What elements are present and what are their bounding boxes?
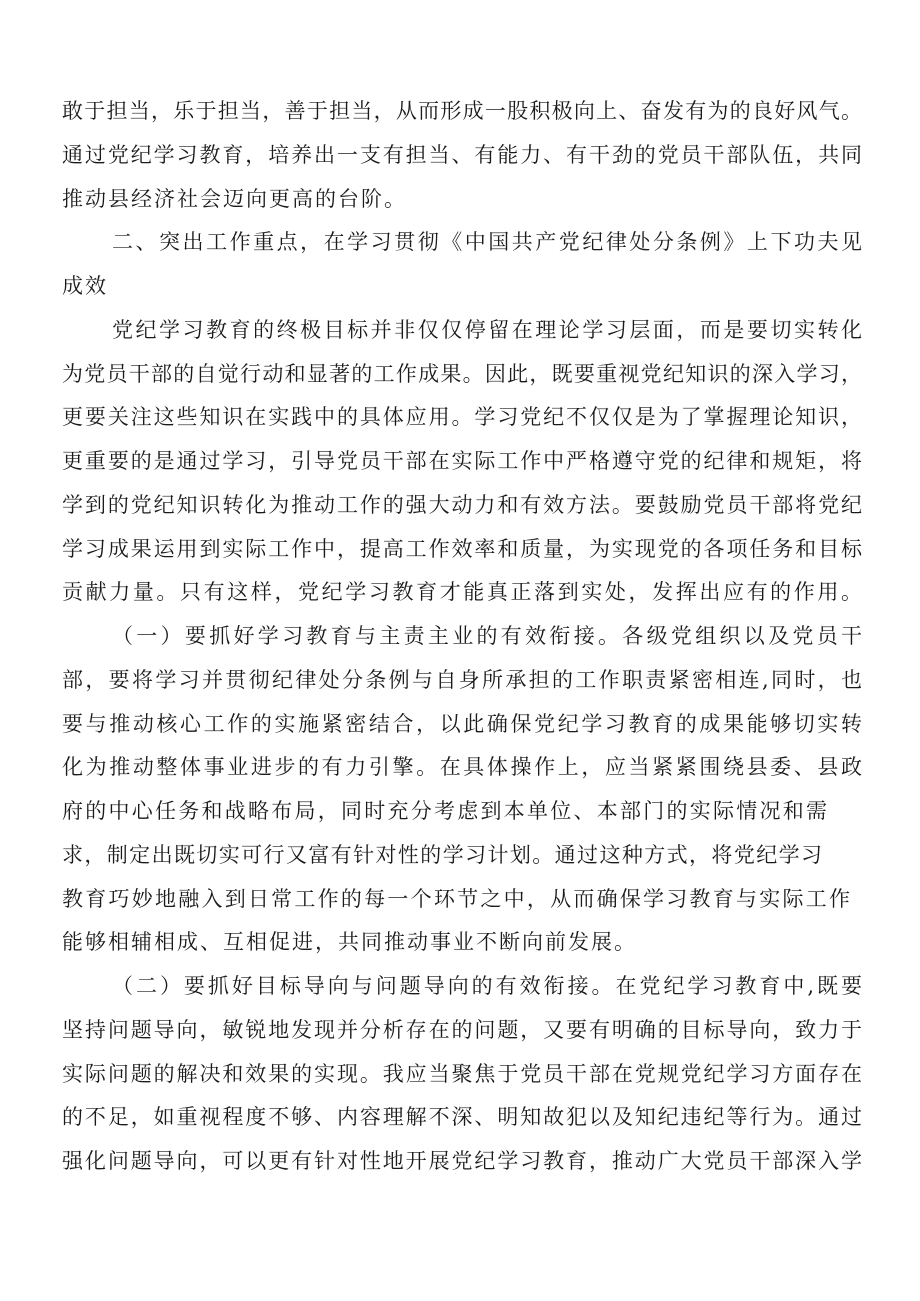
paragraph bbox=[62, 965, 862, 1184]
text-line: 学到的党纪知识转化为推动工作的强大动力和有效方法。要鼓励党员干部将党纪 bbox=[62, 492, 862, 517]
text-line: 更重要的是通过学习，引导党员干部在实际工作中严格遵守党的纪律和规矩，将 bbox=[62, 449, 862, 473]
text-line: 教育巧妙地融入到日常工作的每一个环节之中，从而确保学习教育与实际工作 bbox=[62, 886, 850, 911]
text-line: 府的中心任务和战略布局，同时充分考虑到本单位、本部门的实际情况和需 bbox=[62, 799, 827, 823]
heading-line: 二、突出工作重点，在学习贯彻《中国共产党纪律处分条例》上下功夫见 bbox=[112, 230, 862, 255]
paragraph bbox=[62, 309, 862, 615]
text-line: 通过党纪学习教育，培养出一支有担当、有能力、有干劲的党员干部队伍，共同 bbox=[62, 142, 862, 167]
text-line: 能够相辅相成、互相促进，共同推动事业不断向前发展。 bbox=[62, 930, 637, 955]
text-line: 强化问题导向，可以更有针对性地开展党纪学习教育，推动广大党员干部深入学 bbox=[62, 1149, 862, 1173]
text-line: 的不足，如重视程度不够、内容理解不深、明知故犯以及知纪违纪等行为。通过 bbox=[62, 1105, 862, 1130]
text-line: 敢于担当，乐于担当，善于担当，从而形成一股积极向上、奋发有为的良好风气。 bbox=[62, 99, 862, 123]
document-body bbox=[62, 90, 862, 1184]
text-line: （一）要抓好学习教育与主责主业的有效衔接。各级党组织以及党员干 bbox=[112, 624, 862, 648]
paragraph bbox=[62, 90, 862, 221]
text-line: 实际问题的解决和效果的实现。我应当聚焦于党员干部在党规党纪学习方面存在 bbox=[62, 1061, 862, 1086]
heading-line: 成效 bbox=[62, 274, 108, 298]
text-line: 党纪学习教育的终极目标并非仅仅停留在理论学习层面，而是要切实转化 bbox=[112, 317, 862, 342]
text-line: 坚持问题导向，敏锐地发现并分析存在的问题，又要有明确的目标导向，致力于 bbox=[62, 1017, 862, 1042]
text-line: 贡献力量。只有这样，党纪学习教育才能真正落到实处，发挥出应有的作用。 bbox=[62, 580, 862, 605]
section-heading bbox=[62, 221, 862, 309]
text-line: 学习成果运用到实际工作中，提高工作效率和质量，为实现党的各项任务和目标 bbox=[62, 536, 862, 561]
text-line: 推动县经济社会迈向更高的台阶。 bbox=[62, 186, 407, 211]
text-line: 部，要将学习并贯彻纪律处分条例与自身所承担的工作职责紧密相连,同时，也 bbox=[62, 667, 862, 692]
text-line: （二）要抓好目标导向与问题导向的有效衔接。在党纪学习教育中,既要 bbox=[112, 974, 862, 998]
paragraph bbox=[62, 615, 862, 965]
text-line: 要与推动核心工作的实施紧密结合，以此确保党纪学习教育的成果能够切实转 bbox=[62, 711, 862, 736]
text-line: 化为推动整体事业进步的有力引擎。在具体操作上，应当紧紧围绕县委、县政 bbox=[62, 755, 862, 780]
text-line: 更要关注这些知识在实践中的具体应用。学习党纪不仅仅是为了掌握理论知识， bbox=[62, 405, 862, 430]
text-line: 为党员干部的自觉行动和显著的工作成果。因此，既要重视党纪知识的深入学习， bbox=[62, 361, 862, 386]
text-line: 求，制定出既切实可行又富有针对性的学习计划。通过这种方式，将党纪学习 bbox=[62, 842, 822, 867]
